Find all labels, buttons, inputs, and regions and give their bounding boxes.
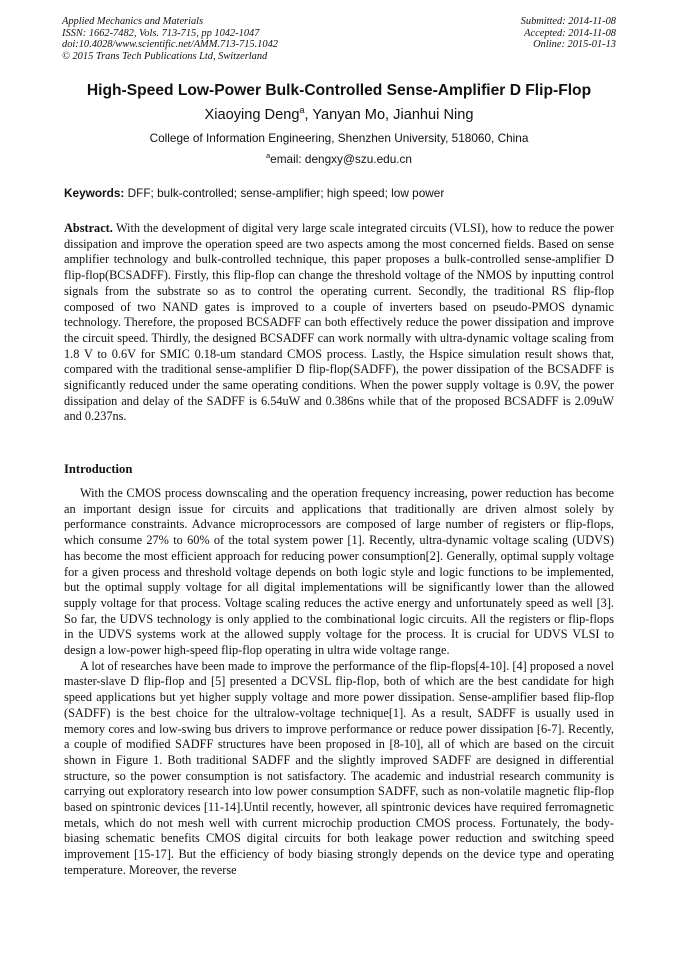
abstract-text: With the development of digital very large scale integrated circuits (VLSI), how to reduce the power dissipation and improve the operation speed are two aspects among the most concerned fields. Based on sense amplifier technology and bulk-controlled technique, this paper proposes a bulk-controlled sense-amplifier D flip-flop(BCSADFF). Firstly, this flip-flop can change the threshold voltage of the NMOS by inputting control signals from the substrate so as to control the operating current. Secondly, the traditional RS flip-flop composed of two NAND gates is improved to a couple of inverters based on pseudo-PMOS dynamic technology. Therefore, the proposed BCSADFF can both effectively reduce the power dissipation and improve the circuit speed. Thirdly, the designed BCSADFF can work normally with ultra-dynamic voltage scaling from 1.8 V to 0.6V for SMIC 0.18-um standard CMOS process. Lastly, the Hspice simulation result shows that, compared with the traditional sense-amplifier D flip-flop(SADFF), the power dissipation of the BCSADFF is significantly reduced under the same operating conditions. When the power supply voltage is 0.9V, the power dissipation and delay of the SADFF is 6.54uW and 0.386ns while that of the proposed BCSADFF is 2.09uW and 0.237ns.	[64, 221, 614, 424]
paper-title: High-Speed Low-Power Bulk-Controlled Sense-Amplifier D Flip-Flop	[86, 82, 592, 99]
author-list	[0, 105, 678, 123]
keywords-text: DFF; bulk-controlled; sense-amplifier; high speed; low power	[124, 186, 445, 200]
submitted-date: Submitted: 2014-11-08	[520, 16, 616, 27]
author-superscript: a	[299, 105, 305, 115]
journal-header	[62, 16, 278, 62]
abstract-label: Abstract.	[64, 221, 113, 235]
journal-name: Applied Mechanics and Materials	[62, 16, 204, 27]
keywords	[64, 186, 614, 200]
first-author: Xiaoying Deng	[204, 106, 300, 123]
copyright-line: © 2015 Trans Tech Publications Ltd, Switzerland	[62, 50, 268, 62]
dates-header	[521, 16, 616, 51]
introduction-body	[64, 486, 614, 879]
intro-paragraph: With the CMOS process downscaling and the operation frequency increasing, power reduction has become an important design issue for circuits and applications that traditionally are driven almost solely by performance constraints. Advance microprocessors are composed of large number of registers or flip-flops, which consume 27% to 60% of the total system power [1]. Recently, ultra-dynamic voltage scaling (UDVS) has become the most efficient approach for reducing power consumption[2]. Generally, optimal supply voltage for a given process and threshold voltage depends on both logic style and logic functions to be implemented, but the optimal supply voltage for all digital implementations will be significantly lower than the allowed supply voltage for that process. Voltage scaling reduces the active energy and unfortunately speed as well [3]. So far, the UDVS technology is only applied to the combinational logic circuits. All the registers or flip-flops in the UDVS systems work at the allowed supply voltage for the process. It is crucial for UDVS VLSI to design a low-power high-speed flip-flop operating in ultra wide voltage range.	[64, 486, 614, 658]
doi-line: doi:10.4028/www.scientific.net/AMM.713-715.1042	[62, 39, 278, 51]
issn-line: ISSN: 1662-7482, Vols. 713-715, pp 1042-1047	[62, 27, 260, 39]
other-authors: , Yanyan Mo, Jianhui Ning	[304, 106, 474, 123]
affiliation: College of Information Engineering, Shenzhen University, 518060, China	[149, 131, 529, 145]
keywords-label: Keywords:	[64, 186, 125, 200]
online-date: Online: 2015-01-13	[533, 39, 616, 51]
abstract	[64, 221, 614, 425]
email-superscript: a	[266, 151, 271, 160]
section-heading: Introduction	[64, 462, 133, 476]
intro-paragraph: A lot of researches have been made to improve the performance of the flip-flops[4-10]. [4] proposed a novel master-slave D flip-flop and [5] presented a DCVSL flip-flop, both of which are the best candidate for high speed applications but yet higher supply voltage and more power dissipation. Sense-amplifier based flip-flop (SADFF) is the best choice for the ultralow-voltage technique[1]. As a result, SADFF is usually used in memory cores and low-swing bus drivers to improve performance or reduce power dissipation [6-7]. Recently, a couple of modified SADFF structures have been proposed in [8-10], all of which are based on the circuit shown in Figure 1. Both traditional SADFF and the slightly improved SADFF are designed in differential structure, so the power consumption is not satisfactory. The academic and industrial research community is carrying out exploratory research into low power consumption SADFF, such as non-volatile magnetic flip-flop based on spintronic devices [11-14].Until recently, however, all spintronic devices have required ferromagnetic metals, which do not mesh well with current microchip production CMOS process. Fortunately, the body-biasing schematic benefits CMOS digital circuits for both leakage power reduction and switching speed improvement [15-17]. But the efficiency of body biasing strongly depends on the device type and operating temperature. Moreover, the reverse	[64, 658, 614, 877]
email-line	[0, 151, 678, 166]
email-text: email: dengxy@szu.edu.cn	[270, 151, 412, 166]
accepted-date: Accepted: 2014-11-08	[524, 27, 616, 39]
